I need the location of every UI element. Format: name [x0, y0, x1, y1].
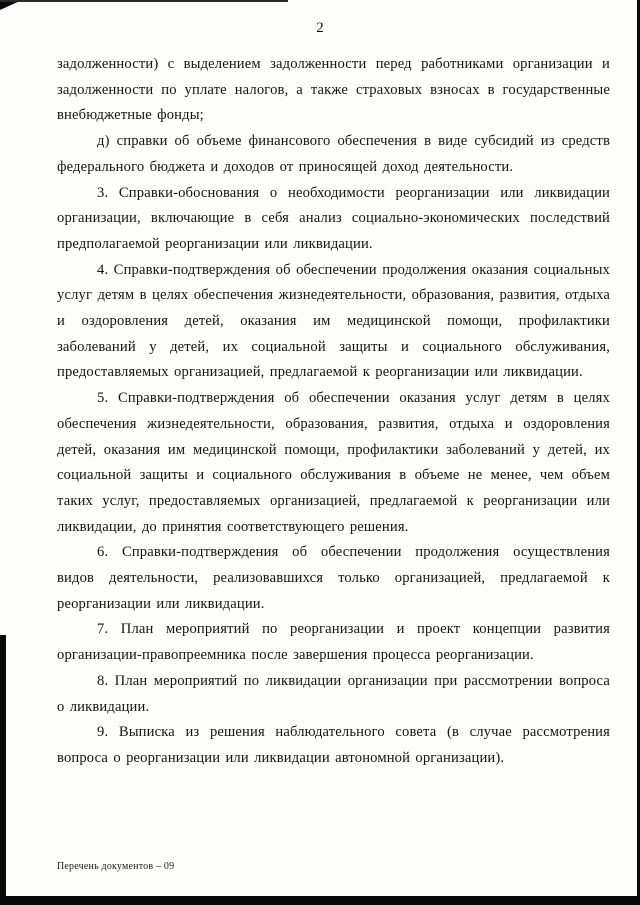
scan-artifact-bottom-edge: [0, 896, 640, 905]
paragraph: 5. Справки-подтверждения об обеспечении оказания услуг детям в целях обеспечения жизнедеятельности, образования, развития, отдыха и оздоровления детей, оказания им медицинской помощи, профилактики заболеваний у детей, их социальной защиты и социального обслуживания в объеме не менее, чем объем таких услуг, предоставляемых организацией, предлагаемой к реорганизации или ликвидации, до принятия соответствующего решения.: [57, 390, 610, 535]
paragraph: 9. Выписка из решения наблюдательного совета (в случае рассмотрения вопроса о реорганизации или ликвидации автономной организации).: [57, 724, 610, 766]
paragraph: д) справки об объеме финансового обеспечения в виде субсидий из средств федерального бюджета и доходов от приносящей доход деятельности.: [57, 133, 610, 175]
paragraph: 7. План мероприятий по реорганизации и проект концепции развития организации-правопреемника после завершения процесса реорганизации.: [57, 621, 610, 664]
page-number: 2: [316, 20, 324, 36]
paragraph: 8. План мероприятий по ликвидации организации при рассмотрении вопроса о ликвидации.: [57, 672, 610, 715]
footer-note: Перечень документов – 09: [57, 861, 175, 872]
document-body: [57, 52, 610, 772]
paragraph: 3. Справки-обоснования о необходимости реорганизации или ликвидации организации, включающие в себя анализ социально-экономических последствий предполагаемой реорганизации или ликвидации.: [57, 184, 610, 252]
paragraph: 6. Справки-подтверждения об обеспечении продолжения осуществления видов деятельности, реализовавшихся только организацией, предлагаемой к реорганизации или ликвидации.: [57, 544, 610, 612]
scan-artifact-left-edge: [0, 635, 6, 905]
scan-artifact-top-edge: [0, 0, 288, 2]
paragraph: задолженности) с выделением задолженности перед работниками организации и задолженности по уплате налогов, а также страховых взносах в государственные внебюджетные фонды;: [57, 56, 610, 124]
paragraph: 4. Справки-подтверждения об обеспечении продолжения оказания социальных услуг детям в целях обеспечения жизнедеятельности, образования, развития, отдыха и оздоровления детей, оказания им медицинской помощи, профилактики заболеваний у детей, их социальной защиты и социального обслуживания, предоставляемых организацией, предлагаемой к реорганизации или ликвидации.: [57, 261, 610, 381]
